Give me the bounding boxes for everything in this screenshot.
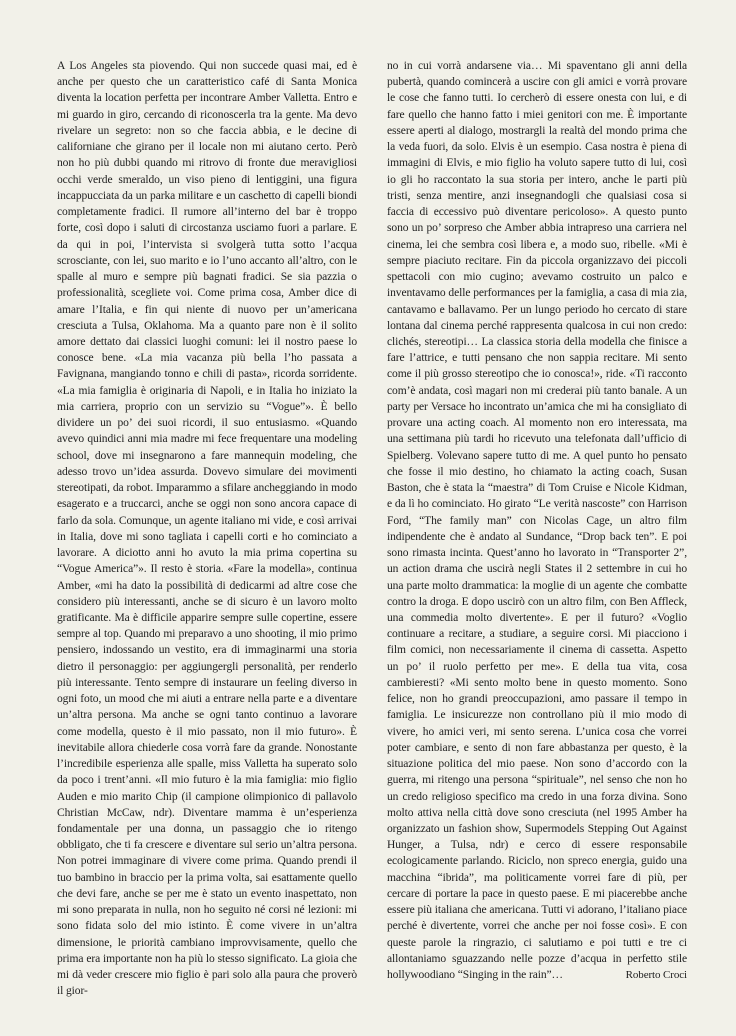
article-column-left: [57, 58, 357, 1000]
author-signature: Roberto Croci: [625, 969, 687, 982]
article-column-right: [387, 58, 687, 983]
article-text-right: [387, 58, 687, 983]
article-text-left: A Los Angeles sta piovendo. Qui non succede quasi mai, ed è anche per questo che un caratteristico café di Santa Monica diventa la location perfetta per incontrare Amber Valletta. Entro e mi guardo in giro, cercando di riconoscerla tra la gente. Ma devo rivelare un segreto: non so che faccia abbia, e le decine di californiane che girano per il locale non mi aiutano certo. Però non ho più dubbi quando mi ritrovo di fronte due meravigliosi occhi verde smeraldo, un viso pieno di lentiggini, una figura incappucciata da un parka militare e un caschetto di capelli biondi completamente fradici. Il rumore all’interno del bar è troppo forte, così dopo i saluti di circostanza usciamo fuori a parlare. E da qui in poi, l’intervista si svolgerà tutta sotto l’acqua scrosciante, con lei, suo marito e io l’uno accanto all’altro, con le spalle al muro e sempre più bagnati fradici. Se sia pazzia o professionalità, scegliete voi. Come prima cosa, Amber dice di amare l’Italia, e fin qui niente di nuovo per un’americana cresciuta a Tulsa, Oklahoma. Ma a quanto pare non è il solito amore dettato dai classici luoghi comuni: lei il nostro paese lo conosce bene. «La mia vacanza più bella l’ho passata a Favignana, mangiando tonno e chili di pasta», ricorda sorridente. «La mia famiglia è originaria di Napoli, e in Italia ho iniziato la mia carriera, proprio con un servizio su “Vogue”». È bello dividere un po’ dei suoi ricordi, il suo entusiasmo. «Quando avevo quindici anni mia madre mi fece frequentare una modeling school, dove mi insegnarono a fare mannequin modeling, che adesso trovo un’idea assurda. Dovevo simulare dei movimenti stereotipati, da robot. Imparammo a sfilare ancheggiando in modo esagerato e a truccarci, anche se oggi non sono ancora capace di farlo da sola. Comunque, un agente italiano mi vide, e così arrivai in Italia, dove mi sono tagliata i capelli corti e ho cominciato a lavorare. A diciotto anni ho avuto la mia prima copertina su “Vogue America”». Il resto è storia. «Fare la modella», continua Amber, «mi ha dato la possibilità di dedicarmi ad altre cose che considero più interessanti, anche se di sicuro è un lavoro molto gratificante. Ma è difficile apparire sempre sulle copertine, essere sempre al top. Quando mi preparavo a uno shooting, il mio primo pensiero, indossando un vestito, era di immaginarmi una storia dietro il personaggio: per aggiungergli personalità, per renderlo più interessante. Tento sempre di instaurare un feeling diverso in ogni foto, un mood che mi aiuti a entrare nella parte e a diventare un’altra persona. Ma anche se ogni tanto continuo a lavorare come modella, questo è il mio passato, non il mio futuro». È inevitabile allora chiederle cosa vorrà fare da grande. Nonostante l’incredibile esperienza alle spalle, miss Valletta ha superato solo da poco i trent’anni. «Il mio futuro è la mia famiglia: mio figlio Auden e mio marito Chip (il campione olimpionico di pallavolo Christian McCaw, ndr). Diventare mamma è un’esperienza fondamentale per una donna, un passaggio che io ritengo obbligato, che ti fa crescere e diventare sul serio un’altra persona. Non potrei immaginare di vivere come prima. Quando prendi il tuo bambino in braccio per la prima volta, sai esattamente quello che devi fare, anche se per me è stato un evento inaspettato, non mi sono preparata in nulla, non ho seguito né corsi né lezioni: mi sono fidata solo del mio istinto. È come vivere in un’altra dimensione, le priorità cambiano improvvisamente, quello che prima era importante non ha più lo stesso significato. La gioia che mi dà veder crescere mio figlio è pari solo alla paura che proverò il gior-: [57, 60, 357, 998]
article-text-right-body: no in cui vorrà andarsene via… Mi spaventano gli anni della pubertà, quando comincerà a uscire con gli amici e vorrà provare le cose che fanno tutti. Io cercherò di essere onesta con lui, e di fare quello che hanno fatto i miei genitori con me. È importante essere aperti al dialogo, mostrargli la realtà del mondo prima che la veda fuori, da solo. Elvis è un esempio. Casa nostra è piena di immagini di Elvis, e mio figlio ha voluto sapere tutto di lui, così io gli ho raccontato la sua storia per intero, anche le parti più tristi, senza mentire, anzi insegnandogli che qualsiasi cosa si faccia di eccessivo può diventare pericoloso». A questo punto sono un po’ sorpreso che Amber abbia intrapreso una carriera nel cinema, lei che sembra così libera e, a modo suo, ribelle. «Mi è sempre piaciuto recitare. Fin da piccola organizzavo dei piccoli spettacoli con mio cugino; avevamo costruito un palco e inventavamo delle performances per la famiglia, a casa di mia zia, cantavamo e ballavamo. Per un lungo periodo ho cercato di stare lontana dal cinema perché rappresenta qualcosa in cui non credo: clichés, stereotipi… La classica storia della modella che finisce a fare l’attrice, e tutti pensano che non sappia recitare. Mi sento come il più grosso stereotipo che io conosca!», ride. «Ti racconto com’è andata, così magari non mi crederai più tanto banale. A un party per Versace ho incontrato un’amica che mi ha consigliato di provare una acting coach. Al momento non ero interessata, ma una settimana più tardi ho ricevuto una telefonata dall’ufficio di Spielberg. Volevano sapere tutto di me. A quel punto ho pensato che fosse il mio destino, ho chiamato la acting coach, Susan Baston, che è stata la “maestra” di Tom Cruise e Nicole Kidman, e da lì ho cominciato. Ho girato “Le verità nascoste” con Harrison Ford, “The family man” con Nicolas Cage, un altro film indipendente che è andato al Sundance, “Drop back ten”. E poi sono rimasta incinta. Quest’anno ho lavorato in “Transporter 2”, un action drama che uscirà negli States il 2 settembre in cui ho una parte molto drammatica: la moglie di un agente che combatte contro la droga. E dopo uscirò con un altro film, con Ben Affleck, una commedia molto divertente». E per il futuro? «Voglio continuare a recitare, a studiare, a seguire corsi. Mi piacciono i film comici, non necessariamente il cinema di cassetta. Aspetto un po’ il ruolo perfetto per me». E della tua vita, cosa cambieresti? «Mi sento molto bene in questo momento. Sono felice, non ho grandi preoccupazioni, amo passare il tempo in famiglia. Le insicurezze non controllano più il mio modo di vivere, ho amici veri, mi sento serena. L’unica cosa che vorrei poter cambiare, e sento di non fare abbastanza per questo, è la situazione politica del mio paese. Non sono d’accordo con la guerra, mi ritengo una persona “spirituale”, nel senso che non ho un credo religioso specifico ma credo in una forza divina. Sono molto attiva nella città dove sono cresciuta (nel 1995 Amber ha organizzato un fashion show, Supermodels Stepping Out Against Hunger, a Tulsa, ndr) e cerco di essere responsabile ecologicamente parlando. Riciclo, non spreco energia, guido una macchina “ibrida”, ma politicamente vorrei fare di più, per cercare di portare la pace in questo paese. E mi piacerebbe anche essere più italiana che americana. Tutti vi adorano, l’italiano piace perché è divertente, vorrei che anche per noi fosse così». E con queste parole la ringrazio, ci salutiamo e poi tutti e tre ci allontaniamo sguazzando nelle pozze d’acqua in perfetto stile hollywoodiano “Singing in the rain”…: [387, 60, 687, 982]
